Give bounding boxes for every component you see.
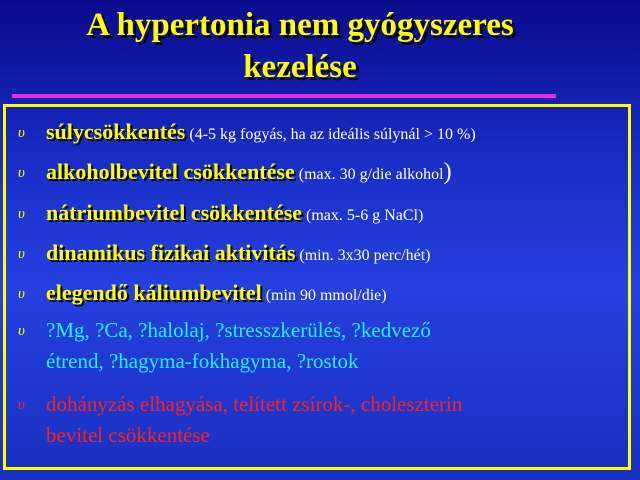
item-text (46, 119, 626, 145)
title-line-2: kezelése (243, 49, 357, 85)
item-text (46, 315, 626, 377)
content-box (3, 104, 631, 470)
supplements-line-2: étrend, ?hagyma-fokhagyma, ?rostok (46, 349, 359, 373)
item-text (46, 280, 626, 306)
item-text (46, 159, 626, 186)
bullet-icon: υ (18, 286, 25, 302)
item-main: nátriumbevitel csökkentése (46, 200, 303, 225)
item-note: (4-5 kg fogyás, ha az ideális súlynál > 10 %) (185, 126, 476, 143)
bullet-icon: υ (18, 125, 25, 141)
item-note: (min. 3x30 perc/hét) (295, 247, 431, 264)
item-note: (max. 5-6 g NaCl) (302, 207, 424, 224)
item-text (46, 389, 626, 451)
item-note: (min 90 mmol/die) (261, 287, 387, 304)
bullet-icon: υ (18, 397, 25, 413)
item-text (46, 240, 626, 266)
title-divider (12, 94, 556, 98)
item-note: (max. 30 g/die alkohol (294, 166, 444, 183)
smoking-line-2: bevitel csökkentése (46, 423, 210, 447)
item-main: súlycsökkentés (46, 119, 186, 144)
item-main: dinamikus fizikai aktivitás (46, 240, 296, 265)
title-line-1: A hypertonia nem gyógyszeres (86, 7, 514, 43)
bullet-icon: υ (18, 206, 25, 222)
item-note-end: ) (443, 159, 452, 185)
smoking-line-1: dohányzás elhagyása, telített zsírok-, choleszterin (46, 392, 463, 416)
bullet-icon: υ (18, 323, 25, 339)
item-main: elegendő káliumbevitel (46, 280, 262, 305)
item-main: alkoholbevitel csökkentése (46, 159, 295, 184)
bullet-icon: υ (18, 165, 25, 181)
page-title (0, 4, 600, 88)
bullet-icon: υ (18, 246, 25, 262)
supplements-line-1: ?Mg, ?Ca, ?halolaj, ?stresszkerülés, ?kedvező (46, 318, 431, 342)
item-text (46, 200, 626, 226)
